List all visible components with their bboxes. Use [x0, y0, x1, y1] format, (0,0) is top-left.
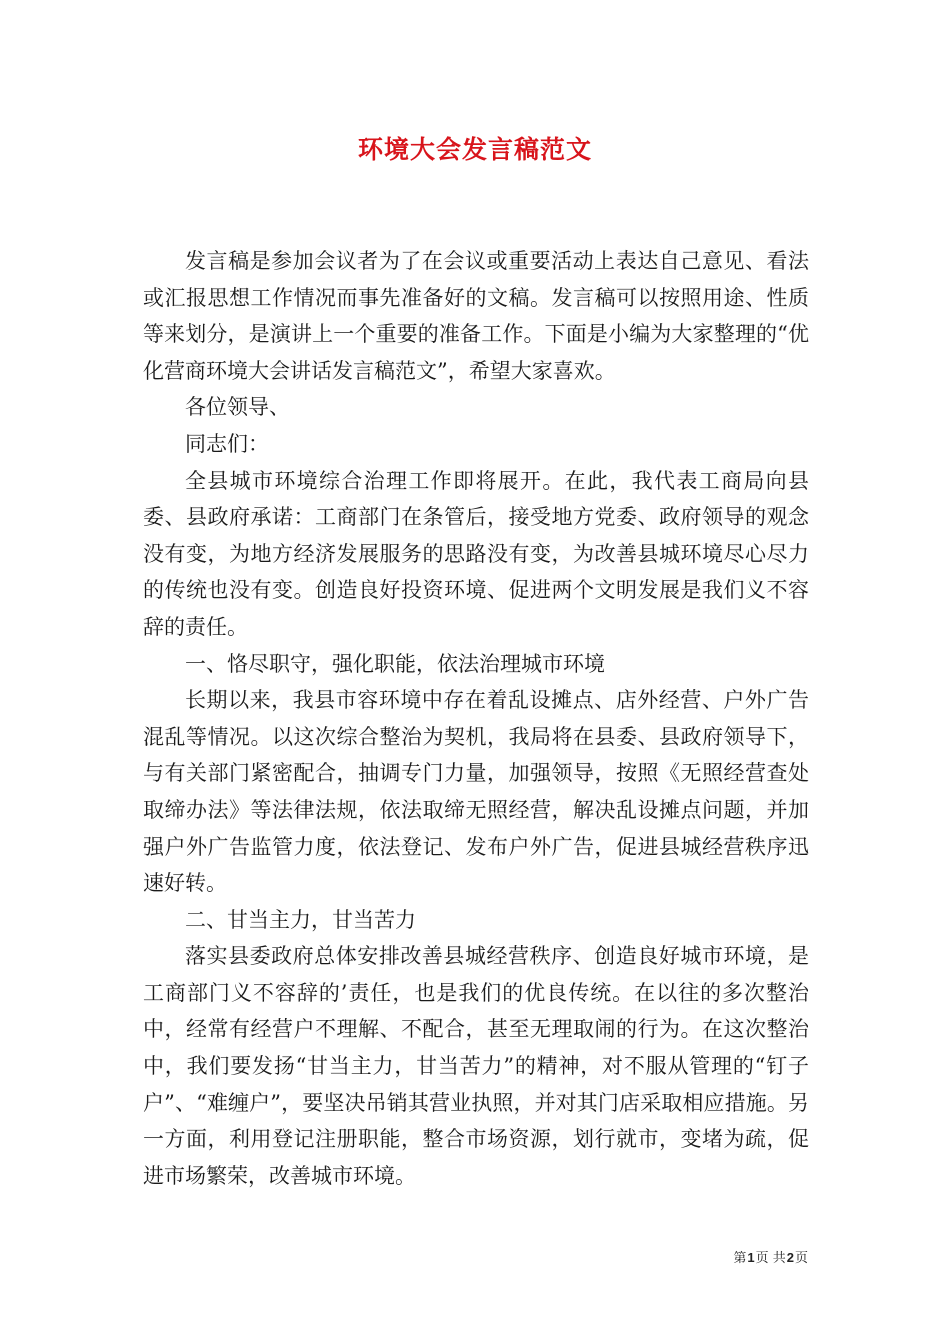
intro-paragraph: 发言稿是参加会议者为了在会议或重要活动上表达自己意见、看法或汇报思想工作情况而事先准备好的文稿。发言稿可以按照用途、性质等来划分，是演讲上一个重要的准备工作。下面是小编为大家整理的“优化营商环境大会讲话发言稿范文”，希望大家喜欢。 — [143, 249, 809, 383]
document-body — [143, 243, 809, 1194]
total-page-number: 2 — [786, 1250, 794, 1265]
body-paragraph: 落实县委政府总体安排改善县城经营秩序、创造良好城市环境，是工商部门义不容辞的’责任，也是我们的优良传统。在以往的多次整治中，经常有经营户不理解、不配合，甚至无理取闹的行为。在这次整治中，我们要发扬“甘当主力，甘当苦力”的精神，对不服从管理的“钉子户”、“难缠户”，要坚决吊销其营业执照，并对其门店采取相应措施。另一方面，利用登记注册职能，整合市场资源，划行就市，变堵为疏，促进市场繁荣，改善城市环境。 — [143, 944, 809, 1188]
body-paragraph: 长期以来，我县市容环境中存在着乱设摊点、店外经营、户外广告混乱等情况。以这次综合整治为契机，我局将在县委、县政府领导下，与有关部门紧密配合，抽调专门力量，加强领导，按照《无照经营查处取缔办法》等法律法规，依法取缔无照经营，解决乱设摊点问题，并加强户外广告监管力度，依法登记、发布户外广告，促进县城经营秩序迅速好转。 — [143, 688, 809, 896]
footer-middle: 页 共 — [755, 1251, 786, 1266]
salutation-comrades: 同志们： — [185, 431, 269, 456]
page-footer — [733, 1250, 808, 1267]
current-page-number: 1 — [747, 1250, 755, 1265]
section-heading-2: 二、甘当主力，甘当苦力 — [185, 907, 416, 932]
body-paragraph: 全县城市环境综合治理工作即将展开。在此，我代表工商局向县委、县政府承诺：工商部门在条管后，接受地方党委、政府领导的观念没有变，为地方经济发展服务的思路没有变，为改善县城环境尽心尽力的传统也没有变。创造良好投资环境、促进两个文明发展是我们义不容辞的责任。 — [143, 468, 809, 639]
footer-suffix: 页 — [794, 1251, 808, 1266]
section-heading-1: 一、恪尽职守，强化职能，依法治理城市环境 — [185, 651, 605, 676]
salutation-leaders: 各位领导、 — [185, 395, 290, 420]
footer-prefix: 第 — [733, 1251, 747, 1266]
document-title: 环境大会发言稿范文 — [357, 135, 592, 164]
